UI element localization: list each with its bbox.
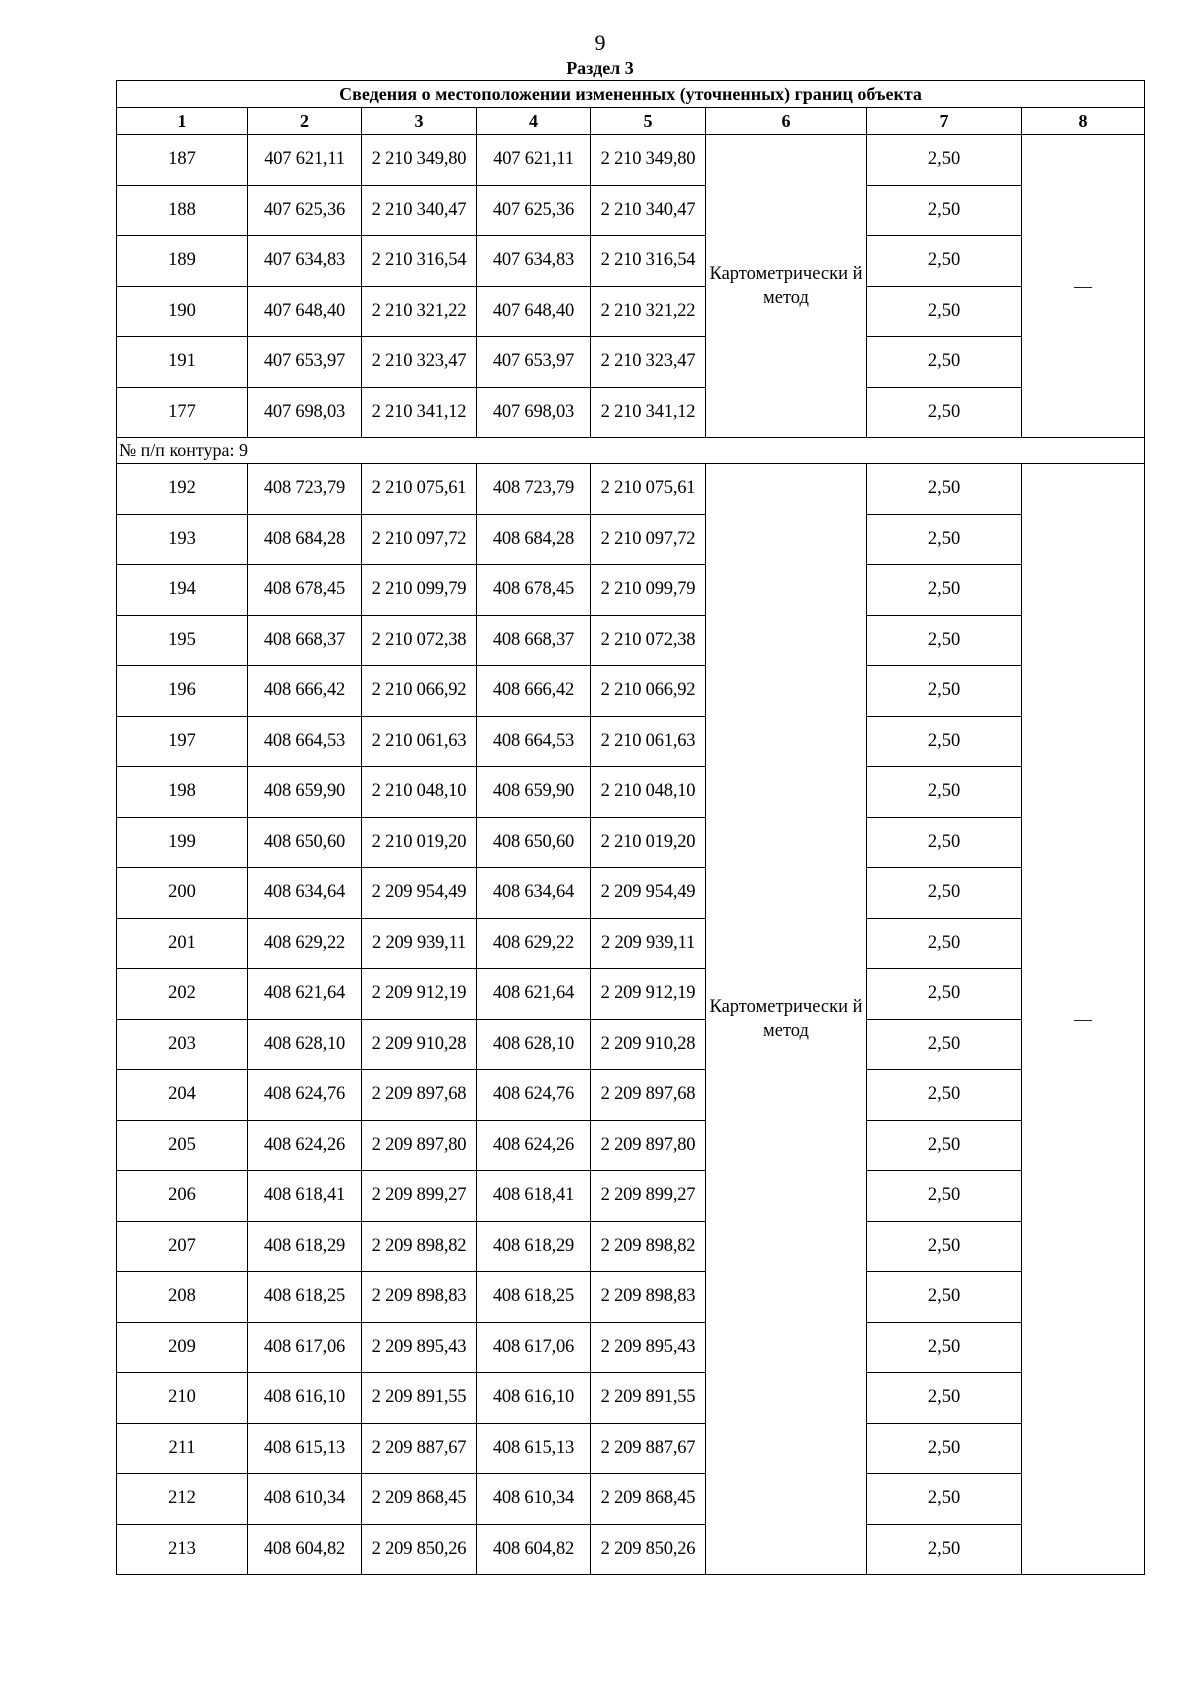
precision-cell: 2,50 bbox=[867, 1070, 1022, 1121]
page-number: 9 bbox=[594, 30, 606, 55]
y-coordinate-cell: 2 210 072,38 bbox=[591, 615, 706, 666]
table-row bbox=[117, 1474, 1145, 1525]
precision-cell: 2,50 bbox=[867, 868, 1022, 919]
x-coordinate-cell: 408 618,29 bbox=[248, 1221, 362, 1272]
x-coordinate-cell: 408 618,41 bbox=[477, 1171, 591, 1222]
point-number-cell: 210 bbox=[117, 1373, 248, 1424]
y-coordinate-cell: 2 210 072,38 bbox=[362, 615, 477, 666]
point-number-cell: 196 bbox=[117, 666, 248, 717]
precision-cell: 2,50 bbox=[867, 1423, 1022, 1474]
y-coordinate-cell: 2 210 099,79 bbox=[591, 565, 706, 616]
y-coordinate-cell: 2 210 061,63 bbox=[591, 716, 706, 767]
x-coordinate-cell: 407 634,83 bbox=[477, 236, 591, 287]
precision-cell: 2,50 bbox=[867, 135, 1022, 186]
y-coordinate-cell: 2 209 887,67 bbox=[362, 1423, 477, 1474]
x-coordinate-cell: 407 625,36 bbox=[477, 185, 591, 236]
precision-cell: 2,50 bbox=[867, 185, 1022, 236]
y-coordinate-cell: 2 210 316,54 bbox=[362, 236, 477, 287]
x-coordinate-cell: 407 625,36 bbox=[248, 185, 362, 236]
y-coordinate-cell: 2 210 075,61 bbox=[591, 464, 706, 515]
table-row bbox=[117, 1120, 1145, 1171]
column-header: 1 bbox=[117, 108, 248, 135]
precision-cell: 2,50 bbox=[867, 1373, 1022, 1424]
x-coordinate-cell: 408 659,90 bbox=[477, 767, 591, 818]
x-coordinate-cell: 407 621,11 bbox=[248, 135, 362, 186]
column-header: 5 bbox=[591, 108, 706, 135]
precision-cell: 2,50 bbox=[867, 464, 1022, 515]
precision-cell: 2,50 bbox=[867, 236, 1022, 287]
y-coordinate-cell: 2 210 048,10 bbox=[591, 767, 706, 818]
y-coordinate-cell: 2 210 340,47 bbox=[362, 185, 477, 236]
x-coordinate-cell: 408 618,41 bbox=[248, 1171, 362, 1222]
y-coordinate-cell: 2 209 939,11 bbox=[591, 918, 706, 969]
x-coordinate-cell: 408 621,64 bbox=[477, 969, 591, 1020]
x-coordinate-cell: 408 616,10 bbox=[477, 1373, 591, 1424]
precision-cell: 2,50 bbox=[867, 817, 1022, 868]
point-number-cell: 212 bbox=[117, 1474, 248, 1525]
precision-cell: 2,50 bbox=[867, 565, 1022, 616]
x-coordinate-cell: 408 624,76 bbox=[248, 1070, 362, 1121]
x-coordinate-cell: 408 634,64 bbox=[477, 868, 591, 919]
x-coordinate-cell: 408 664,53 bbox=[248, 716, 362, 767]
point-number-cell: 200 bbox=[117, 868, 248, 919]
x-coordinate-cell: 408 618,25 bbox=[477, 1272, 591, 1323]
table-row bbox=[117, 236, 1145, 287]
table-row bbox=[117, 1322, 1145, 1373]
precision-cell: 2,50 bbox=[867, 514, 1022, 565]
point-number-cell: 188 bbox=[117, 185, 248, 236]
x-coordinate-cell: 408 624,26 bbox=[248, 1120, 362, 1171]
precision-cell: 2,50 bbox=[867, 1221, 1022, 1272]
point-number-cell: 211 bbox=[117, 1423, 248, 1474]
point-number-cell: 203 bbox=[117, 1019, 248, 1070]
x-coordinate-cell: 408 604,82 bbox=[477, 1524, 591, 1575]
table-row bbox=[117, 464, 1145, 515]
column-header: 8 bbox=[1022, 108, 1145, 135]
precision-cell: 2,50 bbox=[867, 1272, 1022, 1323]
y-coordinate-cell: 2 210 097,72 bbox=[362, 514, 477, 565]
precision-cell: 2,50 bbox=[867, 1524, 1022, 1575]
y-coordinate-cell: 2 209 954,49 bbox=[591, 868, 706, 919]
precision-cell: 2,50 bbox=[867, 1120, 1022, 1171]
x-coordinate-cell: 408 678,45 bbox=[248, 565, 362, 616]
table-row bbox=[117, 1070, 1145, 1121]
table-row bbox=[117, 716, 1145, 767]
precision-cell: 2,50 bbox=[867, 969, 1022, 1020]
x-coordinate-cell: 408 668,37 bbox=[477, 615, 591, 666]
y-coordinate-cell: 2 210 066,92 bbox=[591, 666, 706, 717]
x-coordinate-cell: 408 615,13 bbox=[477, 1423, 591, 1474]
precision-cell: 2,50 bbox=[867, 1019, 1022, 1070]
precision-cell: 2,50 bbox=[867, 716, 1022, 767]
column-header: 6 bbox=[706, 108, 867, 135]
point-number-cell: 192 bbox=[117, 464, 248, 515]
x-coordinate-cell: 408 628,10 bbox=[248, 1019, 362, 1070]
point-number-cell: 190 bbox=[117, 286, 248, 337]
table-row bbox=[117, 767, 1145, 818]
precision-cell: 2,50 bbox=[867, 1474, 1022, 1525]
table-row bbox=[117, 1423, 1145, 1474]
x-coordinate-cell: 408 610,34 bbox=[248, 1474, 362, 1525]
precision-cell: 2,50 bbox=[867, 387, 1022, 438]
y-coordinate-cell: 2 209 897,80 bbox=[362, 1120, 477, 1171]
y-coordinate-cell: 2 210 341,12 bbox=[362, 387, 477, 438]
precision-cell: 2,50 bbox=[867, 286, 1022, 337]
section-title: Раздел 3 bbox=[566, 58, 634, 78]
column-header: 7 bbox=[867, 108, 1022, 135]
y-coordinate-cell: 2 209 897,80 bbox=[591, 1120, 706, 1171]
x-coordinate-cell: 408 621,64 bbox=[248, 969, 362, 1020]
table-row bbox=[117, 868, 1145, 919]
x-coordinate-cell: 408 659,90 bbox=[248, 767, 362, 818]
table-caption: Сведения о местоположении измененных (уточненных) границ объекта bbox=[117, 81, 1145, 108]
point-number-cell: 194 bbox=[117, 565, 248, 616]
y-coordinate-cell: 2 210 019,20 bbox=[591, 817, 706, 868]
contour-row bbox=[117, 438, 1145, 464]
point-number-cell: 202 bbox=[117, 969, 248, 1020]
table-row bbox=[117, 1171, 1145, 1222]
table-row bbox=[117, 1019, 1145, 1070]
table-row bbox=[117, 387, 1145, 438]
y-coordinate-cell: 2 210 019,20 bbox=[362, 817, 477, 868]
table-row bbox=[117, 337, 1145, 388]
point-number-cell: 206 bbox=[117, 1171, 248, 1222]
y-coordinate-cell: 2 210 341,12 bbox=[591, 387, 706, 438]
x-coordinate-cell: 408 617,06 bbox=[248, 1322, 362, 1373]
y-coordinate-cell: 2 209 895,43 bbox=[591, 1322, 706, 1373]
method-cell: Картометрически й метод bbox=[706, 135, 867, 438]
x-coordinate-cell: 407 653,97 bbox=[477, 337, 591, 388]
boundary-coordinates-table bbox=[116, 80, 1145, 1575]
x-coordinate-cell: 408 634,64 bbox=[248, 868, 362, 919]
y-coordinate-cell: 2 209 868,45 bbox=[591, 1474, 706, 1525]
table-row bbox=[117, 1272, 1145, 1323]
y-coordinate-cell: 2 209 910,28 bbox=[591, 1019, 706, 1070]
x-coordinate-cell: 408 684,28 bbox=[248, 514, 362, 565]
table-row bbox=[117, 918, 1145, 969]
table-row bbox=[117, 969, 1145, 1020]
point-number-cell: 193 bbox=[117, 514, 248, 565]
point-number-cell: 201 bbox=[117, 918, 248, 969]
point-number-cell: 204 bbox=[117, 1070, 248, 1121]
column-header: 4 bbox=[477, 108, 591, 135]
x-coordinate-cell: 408 618,29 bbox=[477, 1221, 591, 1272]
y-coordinate-cell: 2 209 898,83 bbox=[591, 1272, 706, 1323]
point-number-cell: 207 bbox=[117, 1221, 248, 1272]
x-coordinate-cell: 408 624,76 bbox=[477, 1070, 591, 1121]
point-number-cell: 209 bbox=[117, 1322, 248, 1373]
y-coordinate-cell: 2 210 061,63 bbox=[362, 716, 477, 767]
y-coordinate-cell: 2 210 097,72 bbox=[591, 514, 706, 565]
point-number-cell: 187 bbox=[117, 135, 248, 186]
x-coordinate-cell: 407 621,11 bbox=[477, 135, 591, 186]
x-coordinate-cell: 408 666,42 bbox=[477, 666, 591, 717]
precision-cell: 2,50 bbox=[867, 1322, 1022, 1373]
x-coordinate-cell: 408 664,53 bbox=[477, 716, 591, 767]
y-coordinate-cell: 2 209 850,26 bbox=[591, 1524, 706, 1575]
column-header-row bbox=[117, 108, 1145, 135]
y-coordinate-cell: 2 210 316,54 bbox=[591, 236, 706, 287]
y-coordinate-cell: 2 210 321,22 bbox=[591, 286, 706, 337]
y-coordinate-cell: 2 209 912,19 bbox=[591, 969, 706, 1020]
point-number-cell: 191 bbox=[117, 337, 248, 388]
point-number-cell: 208 bbox=[117, 1272, 248, 1323]
y-coordinate-cell: 2 209 897,68 bbox=[362, 1070, 477, 1121]
x-coordinate-cell: 407 698,03 bbox=[477, 387, 591, 438]
table-row bbox=[117, 817, 1145, 868]
y-coordinate-cell: 2 210 048,10 bbox=[362, 767, 477, 818]
column-header: 2 bbox=[248, 108, 362, 135]
y-coordinate-cell: 2 209 897,68 bbox=[591, 1070, 706, 1121]
precision-cell: 2,50 bbox=[867, 615, 1022, 666]
y-coordinate-cell: 2 209 891,55 bbox=[591, 1373, 706, 1424]
y-coordinate-cell: 2 209 891,55 bbox=[362, 1373, 477, 1424]
x-coordinate-cell: 408 624,26 bbox=[477, 1120, 591, 1171]
precision-cell: 2,50 bbox=[867, 1171, 1022, 1222]
y-coordinate-cell: 2 210 075,61 bbox=[362, 464, 477, 515]
column-8-cell: — bbox=[1022, 135, 1145, 438]
point-number-cell: 195 bbox=[117, 615, 248, 666]
table-row bbox=[117, 666, 1145, 717]
x-coordinate-cell: 407 634,83 bbox=[248, 236, 362, 287]
precision-cell: 2,50 bbox=[867, 918, 1022, 969]
table-row bbox=[117, 1373, 1145, 1424]
table-row bbox=[117, 185, 1145, 236]
point-number-cell: 189 bbox=[117, 236, 248, 287]
y-coordinate-cell: 2 209 850,26 bbox=[362, 1524, 477, 1575]
y-coordinate-cell: 2 209 910,28 bbox=[362, 1019, 477, 1070]
y-coordinate-cell: 2 210 323,47 bbox=[591, 337, 706, 388]
x-coordinate-cell: 407 653,97 bbox=[248, 337, 362, 388]
x-coordinate-cell: 408 668,37 bbox=[248, 615, 362, 666]
point-number-cell: 177 bbox=[117, 387, 248, 438]
y-coordinate-cell: 2 209 939,11 bbox=[362, 918, 477, 969]
y-coordinate-cell: 2 209 898,83 bbox=[362, 1272, 477, 1323]
x-coordinate-cell: 408 629,22 bbox=[248, 918, 362, 969]
y-coordinate-cell: 2 210 349,80 bbox=[362, 135, 477, 186]
table-row bbox=[117, 615, 1145, 666]
x-coordinate-cell: 408 628,10 bbox=[477, 1019, 591, 1070]
x-coordinate-cell: 408 650,60 bbox=[477, 817, 591, 868]
x-coordinate-cell: 408 723,79 bbox=[248, 464, 362, 515]
x-coordinate-cell: 408 617,06 bbox=[477, 1322, 591, 1373]
y-coordinate-cell: 2 209 887,67 bbox=[591, 1423, 706, 1474]
precision-cell: 2,50 bbox=[867, 666, 1022, 717]
y-coordinate-cell: 2 209 899,27 bbox=[362, 1171, 477, 1222]
x-coordinate-cell: 408 650,60 bbox=[248, 817, 362, 868]
x-coordinate-cell: 408 615,13 bbox=[248, 1423, 362, 1474]
column-8-cell: — bbox=[1022, 464, 1145, 1575]
y-coordinate-cell: 2 210 349,80 bbox=[591, 135, 706, 186]
table-row bbox=[117, 565, 1145, 616]
contour-label: № п/п контура: 9 bbox=[117, 438, 1145, 464]
y-coordinate-cell: 2 209 898,82 bbox=[591, 1221, 706, 1272]
y-coordinate-cell: 2 210 340,47 bbox=[591, 185, 706, 236]
x-coordinate-cell: 407 698,03 bbox=[248, 387, 362, 438]
y-coordinate-cell: 2 209 895,43 bbox=[362, 1322, 477, 1373]
y-coordinate-cell: 2 210 323,47 bbox=[362, 337, 477, 388]
x-coordinate-cell: 408 666,42 bbox=[248, 666, 362, 717]
point-number-cell: 197 bbox=[117, 716, 248, 767]
y-coordinate-cell: 2 210 066,92 bbox=[362, 666, 477, 717]
point-number-cell: 199 bbox=[117, 817, 248, 868]
y-coordinate-cell: 2 209 898,82 bbox=[362, 1221, 477, 1272]
table-row bbox=[117, 1221, 1145, 1272]
point-number-cell: 205 bbox=[117, 1120, 248, 1171]
y-coordinate-cell: 2 210 099,79 bbox=[362, 565, 477, 616]
point-number-cell: 198 bbox=[117, 767, 248, 818]
table-row bbox=[117, 1524, 1145, 1575]
x-coordinate-cell: 408 616,10 bbox=[248, 1373, 362, 1424]
precision-cell: 2,50 bbox=[867, 337, 1022, 388]
x-coordinate-cell: 408 723,79 bbox=[477, 464, 591, 515]
x-coordinate-cell: 408 604,82 bbox=[248, 1524, 362, 1575]
y-coordinate-cell: 2 209 912,19 bbox=[362, 969, 477, 1020]
y-coordinate-cell: 2 209 868,45 bbox=[362, 1474, 477, 1525]
precision-cell: 2,50 bbox=[867, 767, 1022, 818]
table-row bbox=[117, 286, 1145, 337]
x-coordinate-cell: 408 610,34 bbox=[477, 1474, 591, 1525]
x-coordinate-cell: 407 648,40 bbox=[248, 286, 362, 337]
x-coordinate-cell: 408 618,25 bbox=[248, 1272, 362, 1323]
y-coordinate-cell: 2 209 899,27 bbox=[591, 1171, 706, 1222]
x-coordinate-cell: 408 629,22 bbox=[477, 918, 591, 969]
table-row bbox=[117, 514, 1145, 565]
x-coordinate-cell: 408 684,28 bbox=[477, 514, 591, 565]
table-body bbox=[117, 135, 1145, 1575]
column-header: 3 bbox=[362, 108, 477, 135]
table-row bbox=[117, 135, 1145, 186]
y-coordinate-cell: 2 210 321,22 bbox=[362, 286, 477, 337]
x-coordinate-cell: 407 648,40 bbox=[477, 286, 591, 337]
method-cell: Картометрически й метод bbox=[706, 464, 867, 1575]
x-coordinate-cell: 408 678,45 bbox=[477, 565, 591, 616]
point-number-cell: 213 bbox=[117, 1524, 248, 1575]
y-coordinate-cell: 2 209 954,49 bbox=[362, 868, 477, 919]
